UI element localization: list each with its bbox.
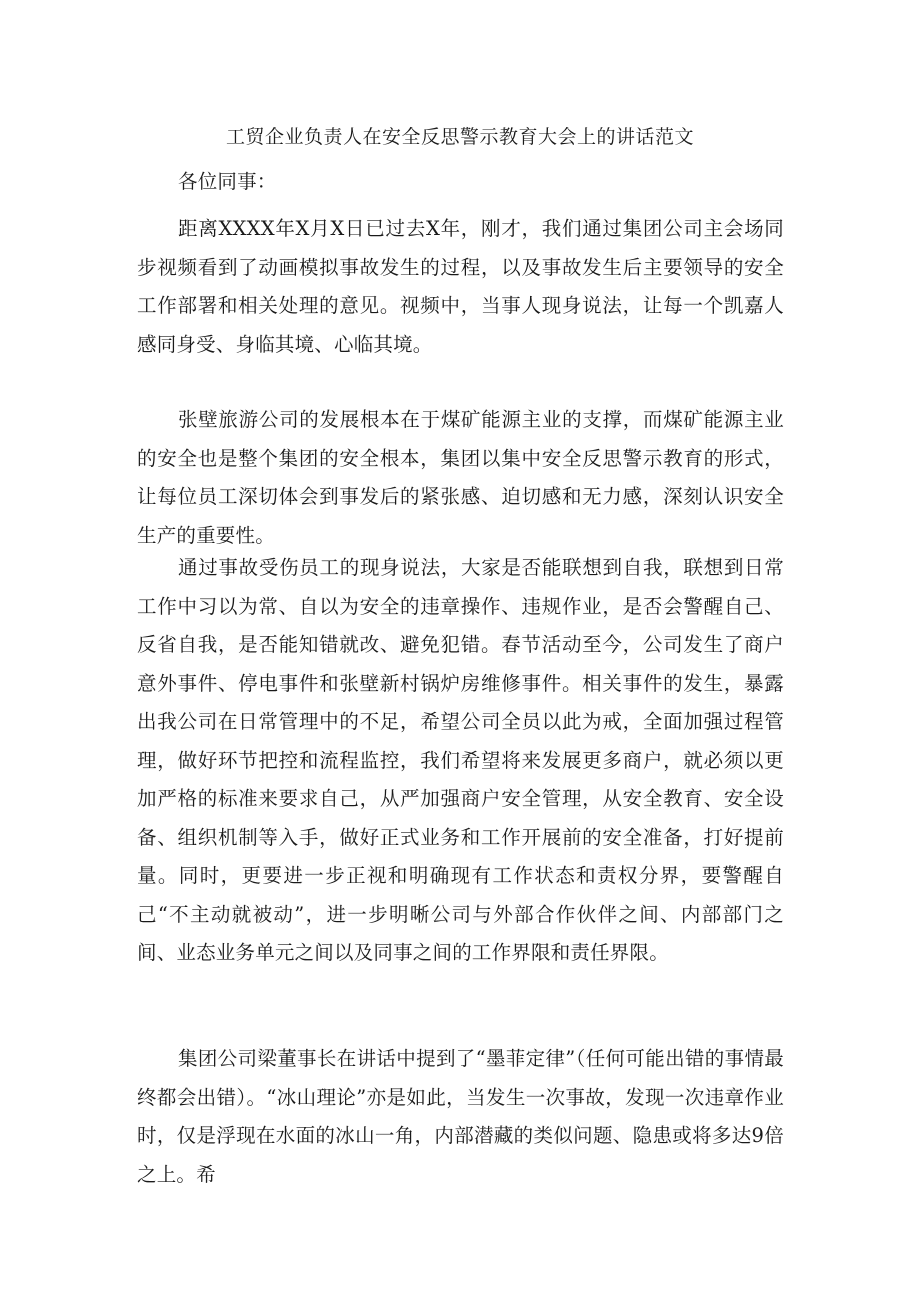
document-title: 工贸企业负责人在安全反思警示教育大会上的讲话范文 [225, 126, 694, 148]
salutation: 各位同事： [178, 170, 277, 193]
paragraph-3: 通过事故受伤员工的现身说法，大家是否能联想到自我，联想到日常工作中习以为常、自以为安全的违章操作、违规作业，是否会警醒自己、反省自我，是否能知错就改、避免犯错。春节活动至今，公司发生了商户意外事件、停电事件和张壁新村锅炉房维修事件。相关事件的发生，暴露出我公司在日常管理中的不足，希望公司全员以此为戒，全面加强过程管理，做好环节把控和流程监控，我们希望将来发展更多商户，就必须以更加严格的标准来要求自己，从严加强商户安全管理，从安全教育、安全设备、组织机制等入手，做好正式业务和工作开展前的安全准备，打好提前量。同时，更要进一步正视和明确现有工作状态和责权分界，要警醒自己“不主动就被动”，进一步明晰公司与外部合作伙伴之间、内部部门之间、业态业务单元之间以及同事之间的工作界限和责任界限。 [137, 556, 784, 964]
paragraph-1: 距离XXXX年X月X日已过去X年，刚才，我们通过集团公司主会场同步视频看到了动画模拟事故发生的过程，以及事故发生后主要领导的安全工作部署和相关处理的意见。视频中，当事人现身说法，让每一个凯嘉人感同身受、身临其境、心临其境。 [137, 217, 784, 356]
paragraph-2: 张壁旅游公司的发展根本在于煤矿能源主业的支撑，而煤矿能源主业的安全也是整个集团的安全根本，集团以集中安全反思警示教育的形式，让每位员工深切体会到事发后的紧张感、迫切感和无力感，深刻认识安全生产的重要性。 [137, 408, 784, 547]
paragraph-4: 集团公司梁董事长在讲话中提到了“墨菲定律”（任何可能出错的事情最终都会出错）。“冰山理论”亦是如此，当发生一次事故，发现一次违章作业时，仅是浮现在水面的冰山一角，内部潜藏的类似问题、隐患或将多达9倍之上。希 [137, 1047, 784, 1186]
